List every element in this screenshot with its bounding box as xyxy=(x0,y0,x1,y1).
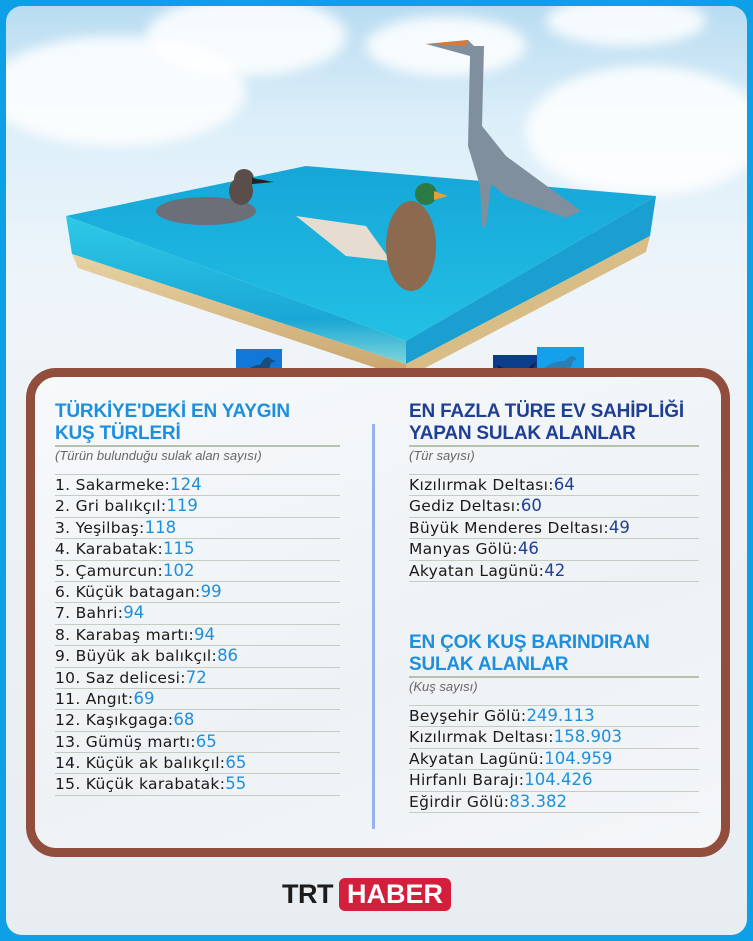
list-item xyxy=(55,732,340,753)
item-value: 60 xyxy=(520,496,542,516)
item-value: 102 xyxy=(162,560,195,580)
list-item xyxy=(409,792,699,813)
item-label: 1. Sakarmeke: xyxy=(55,476,171,494)
list-item xyxy=(409,539,699,560)
item-label: 4. Karabatak: xyxy=(55,540,163,559)
item-value: 49 xyxy=(608,517,630,537)
infographic-canvas xyxy=(6,6,747,935)
list-item xyxy=(55,561,340,582)
item-label: Kızılırmak Deltası: xyxy=(409,476,554,494)
item-value: 64 xyxy=(553,475,575,494)
section-subtitle: (Türün bulunduğu sulak alan sayısı) xyxy=(55,445,340,464)
item-label: 3. Yeşilbaş: xyxy=(55,518,145,537)
item-value: 115 xyxy=(163,539,195,559)
item-label: 6. Küçük batagan: xyxy=(55,582,201,601)
item-value: 42 xyxy=(544,560,566,580)
item-value: 158.903 xyxy=(553,727,623,747)
common-species-section xyxy=(55,401,340,796)
item-value: 124 xyxy=(170,475,202,494)
list-item xyxy=(55,539,340,560)
item-label: Akyatan Lagünü: xyxy=(409,561,545,580)
list-item xyxy=(55,753,340,774)
item-value: 55 xyxy=(225,774,247,794)
title-line: SULAK ALANLAR xyxy=(409,654,569,675)
list-item xyxy=(55,646,340,667)
section-subtitle: (Kuş sayısı) xyxy=(409,676,699,695)
item-label: Akyatan Lagünü: xyxy=(409,749,545,768)
list-item xyxy=(409,496,699,517)
title-line: KUŞ TÜRLERİ xyxy=(55,423,181,444)
section-title xyxy=(409,401,699,445)
title-line: TÜRKİYE'DEKİ EN YAYGIN xyxy=(55,401,290,422)
item-value: 65 xyxy=(195,731,217,751)
item-value: 118 xyxy=(144,517,177,537)
list-item xyxy=(55,774,340,795)
item-label: 10. Saz delicesi: xyxy=(55,668,186,687)
item-value: 99 xyxy=(200,581,222,601)
item-label: 14. Küçük ak balıkçıl: xyxy=(55,754,226,773)
logo-trt: TRT xyxy=(282,878,333,909)
list-item xyxy=(409,749,699,770)
species-list xyxy=(55,474,340,796)
title-line: EN FAZLA TÜRE EV SAHİPLİĞİ xyxy=(409,401,684,422)
item-value: 249.113 xyxy=(526,706,595,725)
wetland-birds-list xyxy=(409,705,699,813)
list-item xyxy=(409,770,699,791)
section-title xyxy=(409,632,699,676)
water-slab-illustration xyxy=(6,6,747,386)
item-label: 7. Bahri: xyxy=(55,604,124,623)
list-item xyxy=(55,518,340,539)
item-value: 104.959 xyxy=(544,748,613,768)
list-item xyxy=(409,475,699,496)
item-label: 11. Angıt: xyxy=(55,689,134,708)
item-label: 12. Kaşıkgaga: xyxy=(55,711,174,730)
item-value: 72 xyxy=(185,667,207,687)
item-value: 69 xyxy=(133,688,155,708)
item-value: 119 xyxy=(166,496,198,516)
list-item xyxy=(55,496,340,517)
item-value: 83.382 xyxy=(509,791,567,811)
item-label: Hirfanlı Barajı: xyxy=(409,771,525,790)
list-item xyxy=(409,561,699,582)
item-label: 13. Gümüş martı: xyxy=(55,732,196,751)
item-value: 46 xyxy=(517,539,539,559)
item-label: Manyas Gölü: xyxy=(409,540,518,559)
list-item xyxy=(55,475,340,496)
list-item xyxy=(55,689,340,710)
list-item xyxy=(409,518,699,539)
list-item xyxy=(55,668,340,689)
item-value: 94 xyxy=(194,624,215,644)
trt-haber-logo xyxy=(282,876,451,912)
item-label: Beyşehir Gölü: xyxy=(409,707,527,725)
item-value: 104.426 xyxy=(524,770,593,790)
most-birds-wetlands-section xyxy=(409,632,699,813)
title-line: YAPAN SULAK ALANLAR xyxy=(409,423,636,444)
item-label: 5. Çamurcun: xyxy=(55,561,163,580)
item-label: Gediz Deltası: xyxy=(409,497,521,516)
list-item xyxy=(409,727,699,748)
info-card xyxy=(35,377,721,848)
item-value: 68 xyxy=(173,710,195,730)
list-item xyxy=(55,625,340,646)
list-item xyxy=(409,706,699,727)
title-line: EN ÇOK KUŞ BARINDIRAN xyxy=(409,632,650,653)
item-label: Büyük Menderes Deltası: xyxy=(409,518,609,537)
item-label: 2. Gri balıkçıl: xyxy=(55,497,167,516)
section-title xyxy=(55,401,340,445)
column-divider xyxy=(372,424,375,829)
wetland-species-list xyxy=(409,474,699,582)
section-subtitle: (Tür sayısı) xyxy=(409,445,699,464)
logo-haber: HABER xyxy=(339,878,451,911)
item-label: Kızılırmak Deltası: xyxy=(409,728,554,747)
item-label: 8. Karabaş martı: xyxy=(55,625,194,644)
item-label: 9. Büyük ak balıkçıl: xyxy=(55,647,218,666)
list-item xyxy=(55,582,340,603)
most-species-wetlands-section xyxy=(409,401,699,582)
item-value: 65 xyxy=(225,753,247,773)
item-value: 94 xyxy=(123,603,145,623)
item-value: 86 xyxy=(217,646,239,666)
list-item xyxy=(55,710,340,731)
item-label: 15. Küçük karabatak: xyxy=(55,775,226,794)
item-label: Eğirdir Gölü: xyxy=(409,792,510,811)
list-item xyxy=(55,603,340,624)
